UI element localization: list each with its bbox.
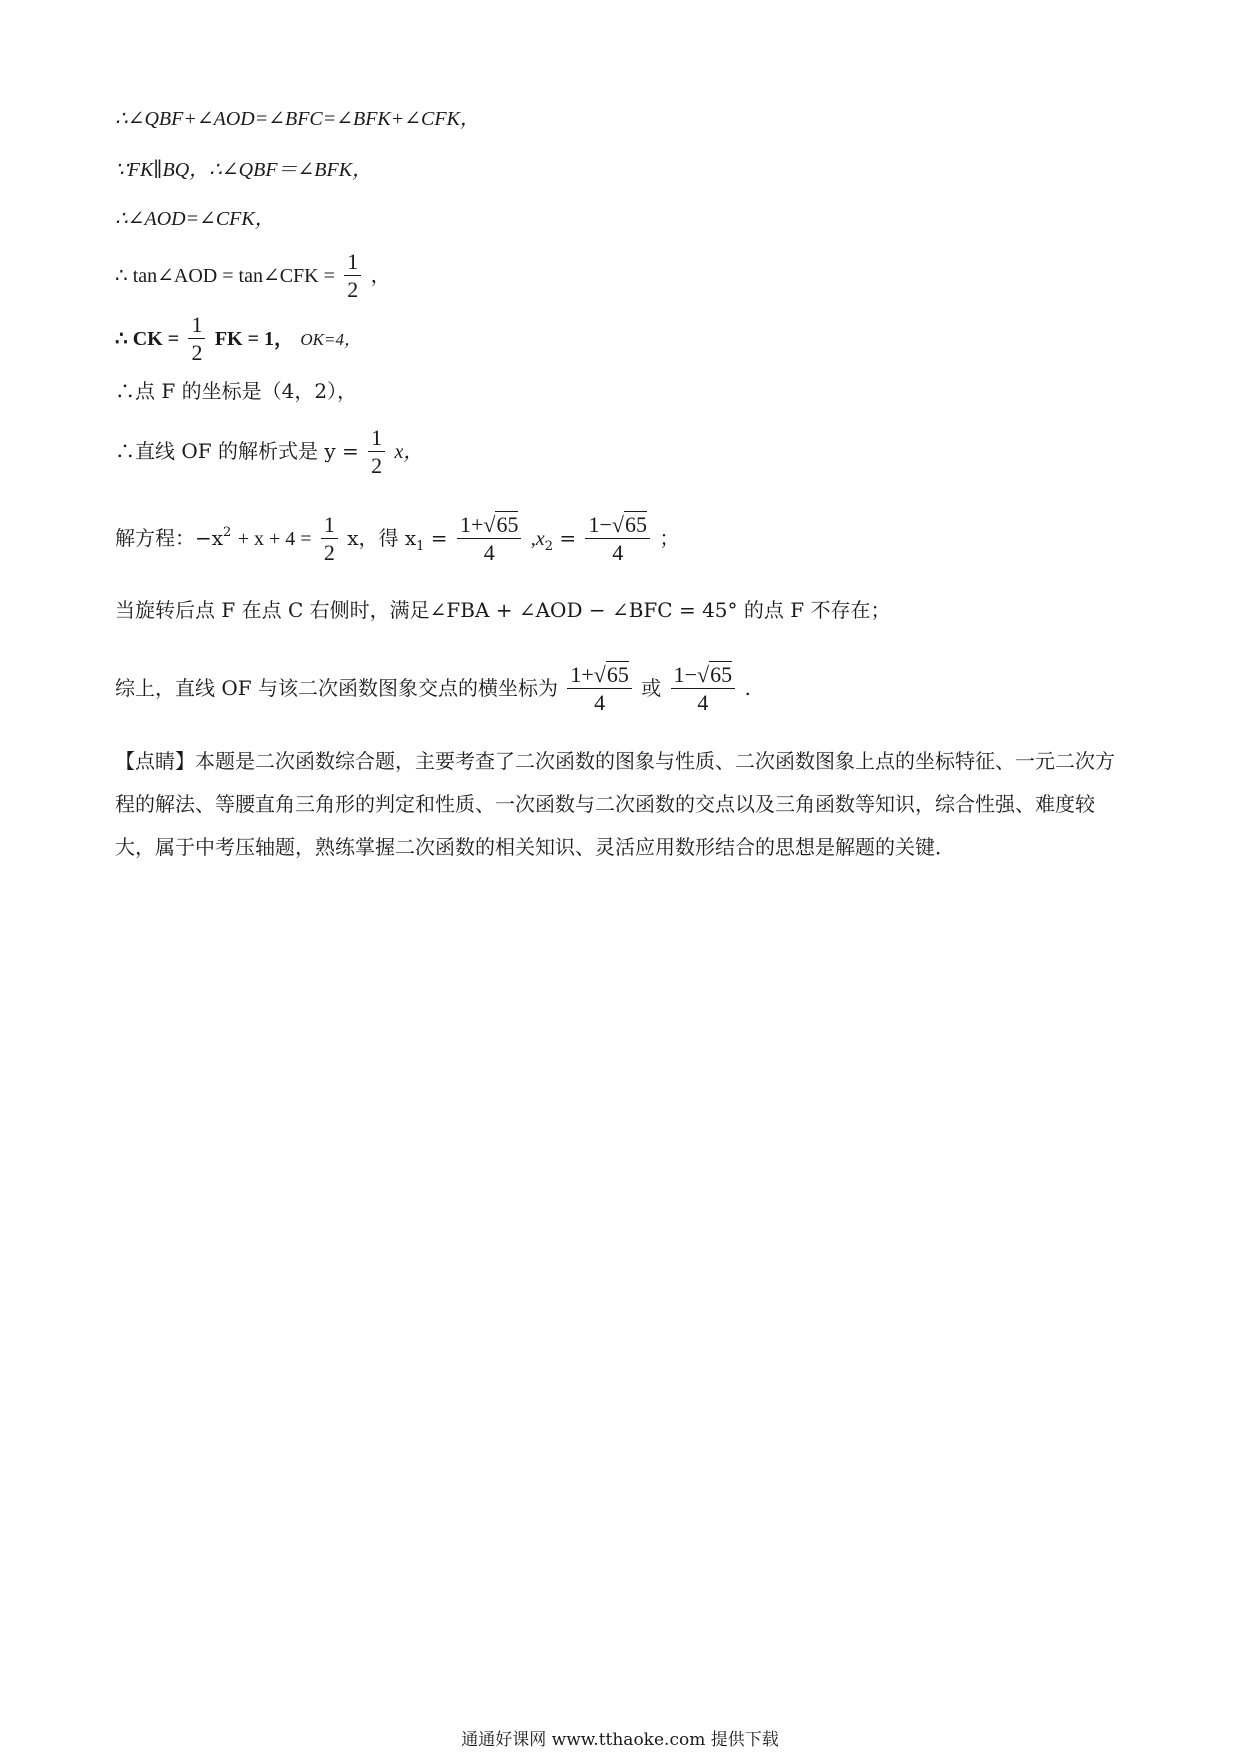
note-paragraph: 【点睛】本题是二次函数综合题，主要考查了二次函数的图象与性质、二次函数图象上点的坐标特征、一元二次方程的解法、等腰直角三角形的判定和性质、一次函数与二次函数的交点以及三角函数等知识，综合性强、难度较大，属于中考压轴题，熟练掌握二次函数的相关知识、灵活应用数形结合的思想是解题的关键． — [115, 749, 1115, 859]
step-line-1: ∴∠QBF+∠AOD=∠BFC=∠BFK+∠CFK， — [115, 108, 480, 130]
fraction-x1: $\frac{1+√65}{4}$ — [457, 512, 522, 567]
page-footer: 通通好课网 www.tthaoke.com 提供下载 — [461, 1730, 779, 1750]
step-line-6: ∴点 F 的坐标是（4，2）， — [115, 379, 358, 403]
step-line-10: 综上，直线 OF 与该二次函数图象交点的横坐标为 $\frac{1+√65}{4}$ 或 $\frac{1-√65}{4}$ . — [115, 662, 751, 715]
fraction-one-half: $\frac{1}{2}$ — [368, 425, 385, 480]
fraction-x1: $\frac{1+√65}{4}$ — [567, 662, 632, 717]
fraction-one-half: $\frac{1}{2}$ — [188, 312, 205, 367]
step-line-5: ∴ CK = $\frac{1}{2}$ FK = 1， OK=4， — [115, 312, 361, 365]
step-line-8: 解方程：$-x^2 + x + 4$ = $\frac{1}{2}$ x，得 $x_1$ = $\frac{1+√65}{4}$ $,x_2$ = $\frac{1-√65}{4}$ ； — [115, 512, 680, 565]
step-line-9: 当旋转后点 F 在点 C 右侧时，满足∠FBA + ∠AOD − ∠BFC = 45° 的点 F 不存在； — [115, 598, 891, 622]
step-line-2: ∵FK∥BQ，∴∠QBF＝∠BFK， — [115, 159, 373, 181]
fraction-one-half: $\frac{1}{2}$ — [321, 512, 338, 567]
step-line-3: ∴∠AOD=∠CFK， — [115, 208, 275, 230]
step-line-7: ∴直线 OF 的解析式是 y = $\frac{1}{2}$ x， — [115, 425, 424, 478]
step-line-4: ∴ tan∠AOD = tan∠CFK = $\frac{1}{2}$ ， — [115, 249, 391, 302]
fraction-x2: $\frac{1-√65}{4}$ — [585, 512, 650, 567]
fraction-x2: $\frac{1-√65}{4}$ — [671, 662, 736, 717]
fraction-one-half: $\frac{1}{2}$ — [344, 249, 361, 304]
